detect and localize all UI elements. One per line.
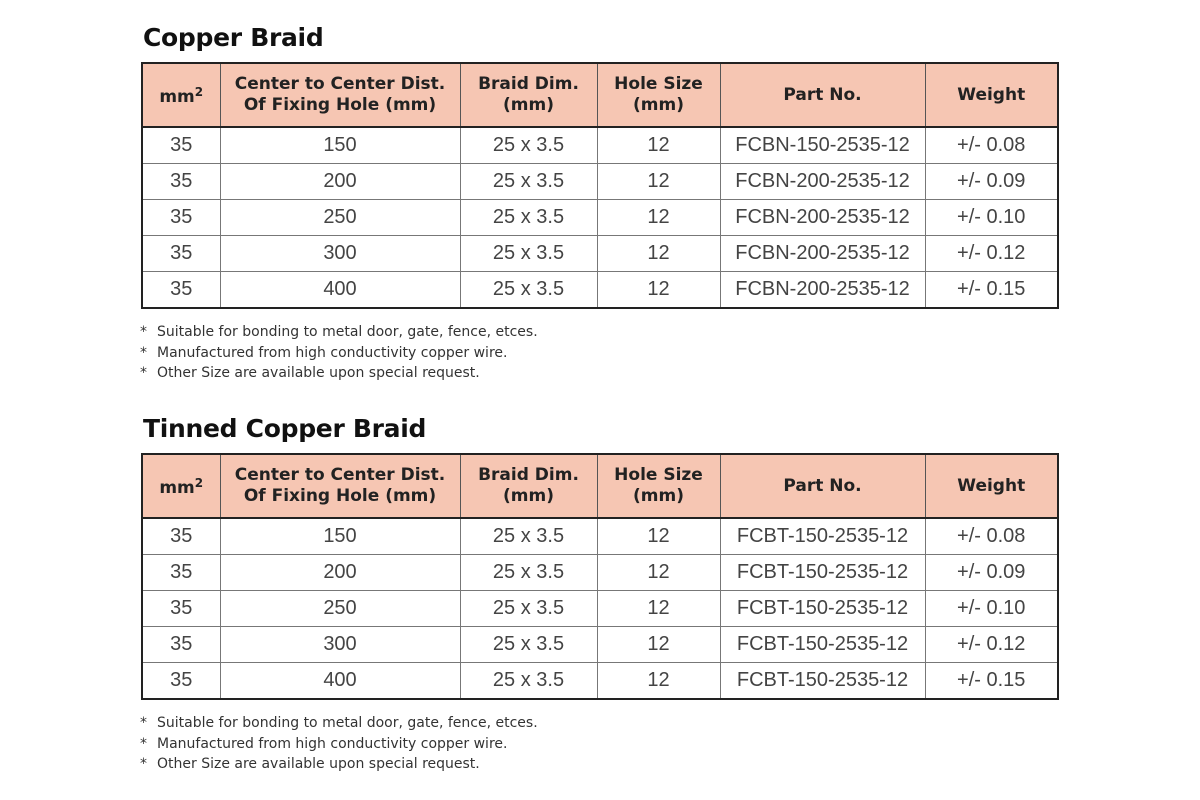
cell-weight: +/- 0.08: [925, 518, 1058, 555]
asterisk-icon: *: [140, 344, 147, 361]
cell-center-distance: 200: [220, 164, 460, 200]
header-part-no: Part No.: [720, 454, 925, 518]
notes-list: [140, 713, 1057, 775]
cell-center-distance: 400: [220, 272, 460, 309]
table-row: [142, 127, 1058, 164]
cell-center-distance: 300: [220, 236, 460, 272]
cell-braid-dim: 25 x 3.5: [460, 164, 597, 200]
cell-part-no: FCBT-150-2535-12: [720, 663, 925, 700]
cell-cross-section: 35: [142, 518, 220, 555]
header-cross-section: $mm^2$: [142, 454, 220, 518]
table-row: [142, 591, 1058, 627]
cell-center-distance: 400: [220, 663, 460, 700]
cell-center-distance: 150: [220, 127, 460, 164]
header-braid-dim: Braid Dim. (mm): [460, 454, 597, 518]
cell-part-no: FCBN-200-2535-12: [720, 272, 925, 309]
cell-part-no: FCBN-200-2535-12: [720, 200, 925, 236]
cell-cross-section: 35: [142, 236, 220, 272]
tinned-copper-braid-section: [141, 411, 1057, 775]
cell-weight: +/- 0.09: [925, 555, 1058, 591]
cell-weight: +/- 0.10: [925, 200, 1058, 236]
cell-hole-size: 12: [597, 236, 720, 272]
cell-weight: +/- 0.12: [925, 627, 1058, 663]
header-center-distance: Center to Center Dist. Of Fixing Hole (mm): [220, 454, 460, 518]
cell-hole-size: 12: [597, 591, 720, 627]
table-row: [142, 272, 1058, 309]
cell-center-distance: 250: [220, 200, 460, 236]
header-center-distance: Center to Center Dist. Of Fixing Hole (mm): [220, 63, 460, 127]
cell-cross-section: 35: [142, 272, 220, 309]
cell-hole-size: 12: [597, 663, 720, 700]
cell-center-distance: 200: [220, 555, 460, 591]
cell-braid-dim: 25 x 3.5: [460, 555, 597, 591]
header-weight: Weight: [925, 63, 1058, 127]
cell-cross-section: 35: [142, 164, 220, 200]
table-row: [142, 555, 1058, 591]
cell-part-no: FCBN-200-2535-12: [720, 164, 925, 200]
note-item: * Other Size are available upon special request.: [140, 754, 1057, 775]
cell-weight: +/- 0.09: [925, 164, 1058, 200]
cell-hole-size: 12: [597, 627, 720, 663]
cell-braid-dim: 25 x 3.5: [460, 627, 597, 663]
cell-center-distance: 250: [220, 591, 460, 627]
section-title: Tinned Copper Braid: [143, 414, 427, 443]
cell-part-no: FCBN-200-2535-12: [720, 236, 925, 272]
cell-weight: +/- 0.15: [925, 272, 1058, 309]
cell-weight: +/- 0.10: [925, 591, 1058, 627]
table-row: [142, 164, 1058, 200]
asterisk-icon: *: [140, 365, 147, 381]
cell-part-no: FCBT-150-2535-12: [720, 591, 925, 627]
cell-cross-section: 35: [142, 200, 220, 236]
header-hole-size: Hole Size (mm): [597, 454, 720, 518]
cell-part-no: FCBN-150-2535-12: [720, 127, 925, 164]
header-part-no: Part No.: [720, 63, 925, 127]
cell-center-distance: 300: [220, 627, 460, 663]
cell-braid-dim: 25 x 3.5: [460, 127, 597, 164]
note-item: * Manufactured from high conductivity copper wire.: [140, 343, 1057, 364]
asterisk-icon: *: [140, 735, 147, 752]
cell-weight: +/- 0.08: [925, 127, 1058, 164]
cell-center-distance: 150: [220, 518, 460, 555]
table-row: [142, 663, 1058, 700]
tinned-copper-braid-table: [141, 453, 1059, 700]
cell-braid-dim: 25 x 3.5: [460, 236, 597, 272]
note-item: * Manufactured from high conductivity copper wire.: [140, 734, 1057, 755]
notes-list: [140, 322, 1057, 384]
cell-braid-dim: 25 x 3.5: [460, 200, 597, 236]
table-row: [142, 518, 1058, 555]
header-cross-section: $mm^2$: [142, 63, 220, 127]
table-header-row: [142, 63, 1058, 127]
cell-braid-dim: 25 x 3.5: [460, 663, 597, 700]
cell-part-no: FCBT-150-2535-12: [720, 518, 925, 555]
table-header-row: [142, 454, 1058, 518]
note-item: * Suitable for bonding to metal door, gate, fence, etces.: [140, 322, 1057, 343]
cell-hole-size: 12: [597, 127, 720, 164]
asterisk-icon: *: [140, 324, 147, 340]
copper-braid-section: [141, 20, 1057, 384]
cell-hole-size: 12: [597, 200, 720, 236]
cell-part-no: FCBT-150-2535-12: [720, 555, 925, 591]
note-item: * Suitable for bonding to metal door, gate, fence, etces.: [140, 713, 1057, 734]
cell-part-no: FCBT-150-2535-12: [720, 627, 925, 663]
cell-hole-size: 12: [597, 164, 720, 200]
cell-braid-dim: 25 x 3.5: [460, 272, 597, 309]
copper-braid-table: [141, 62, 1059, 309]
cell-weight: +/- 0.15: [925, 663, 1058, 700]
table-row: [142, 236, 1058, 272]
header-weight: Weight: [925, 454, 1058, 518]
table-row: [142, 627, 1058, 663]
cell-hole-size: 12: [597, 272, 720, 309]
note-item: * Other Size are available upon special request.: [140, 363, 1057, 384]
cell-weight: +/- 0.12: [925, 236, 1058, 272]
cell-cross-section: 35: [142, 663, 220, 700]
cell-cross-section: 35: [142, 591, 220, 627]
cell-hole-size: 12: [597, 555, 720, 591]
header-braid-dim: Braid Dim. (mm): [460, 63, 597, 127]
cell-cross-section: 35: [142, 127, 220, 164]
asterisk-icon: *: [140, 756, 147, 772]
table-row: [142, 200, 1058, 236]
cell-braid-dim: 25 x 3.5: [460, 518, 597, 555]
asterisk-icon: *: [140, 715, 147, 731]
cell-braid-dim: 25 x 3.5: [460, 591, 597, 627]
header-hole-size: Hole Size (mm): [597, 63, 720, 127]
cell-hole-size: 12: [597, 518, 720, 555]
section-title: Copper Braid: [143, 23, 324, 52]
cell-cross-section: 35: [142, 627, 220, 663]
cell-cross-section: 35: [142, 555, 220, 591]
